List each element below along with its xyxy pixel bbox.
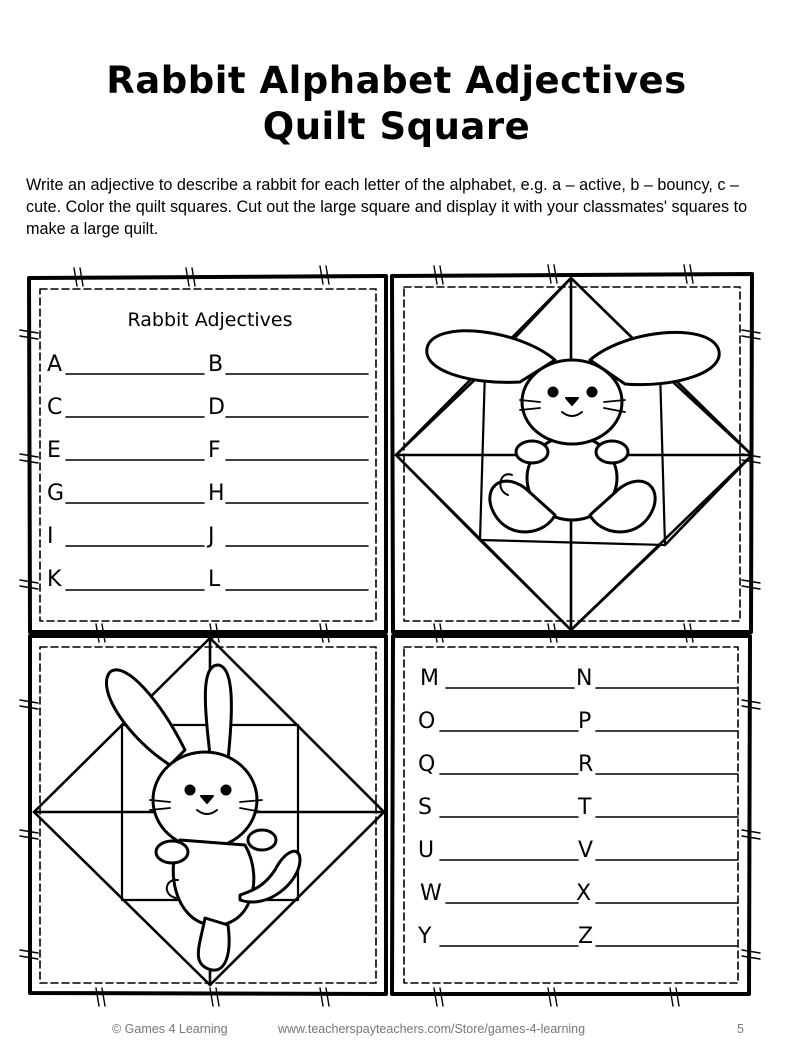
letter-label: V	[578, 838, 594, 863]
instructions: Write an adjective to describe a rabbit for each letter of the alphabet, e.g. a – active, b – bouncy, c – cute. Color the quilt squares. Cut out the large square and display it with your classmates' squares to make a large quilt.	[26, 176, 748, 238]
rabbit-sitting-icon	[427, 331, 719, 532]
page-number: 5	[737, 1022, 744, 1036]
letter-label: L	[208, 567, 221, 592]
letter-label: P	[578, 709, 592, 734]
letter-label: F	[208, 438, 221, 463]
letter-label: H	[208, 481, 225, 506]
letter-label: Q	[418, 752, 436, 777]
letter-label: T	[578, 795, 592, 820]
letter-label: B	[208, 352, 224, 377]
letter-label: E	[47, 438, 61, 463]
letter-label: A	[47, 352, 63, 377]
footer-url: www.teacherspayteachers.com/Store/games-4-learning	[278, 1022, 586, 1036]
letter-label: G	[47, 481, 65, 506]
letter-label: S	[418, 795, 432, 820]
title-line-2: Quilt Square	[262, 105, 531, 148]
letter-label: J	[208, 524, 215, 549]
tile-bottom-right-border	[392, 636, 750, 994]
letter-label: I	[47, 524, 54, 549]
letter-label: D	[208, 395, 225, 420]
letter-label: M	[420, 666, 439, 691]
title-line-1: Rabbit Alphabet Adjectives	[106, 59, 687, 102]
letter-label: R	[578, 752, 594, 777]
letter-label: Z	[578, 924, 594, 949]
letter-label: X	[576, 881, 592, 906]
letter-label: C	[47, 395, 63, 420]
footer-copyright: © Games 4 Learning	[112, 1022, 228, 1036]
letter-label: N	[576, 666, 593, 691]
letter-label: Y	[418, 924, 432, 949]
letter-label: W	[420, 881, 442, 906]
letter-label: U	[418, 838, 435, 863]
square-title: Rabbit Adjectives	[127, 309, 293, 331]
letter-label: K	[47, 567, 62, 592]
letter-label: O	[418, 709, 436, 734]
